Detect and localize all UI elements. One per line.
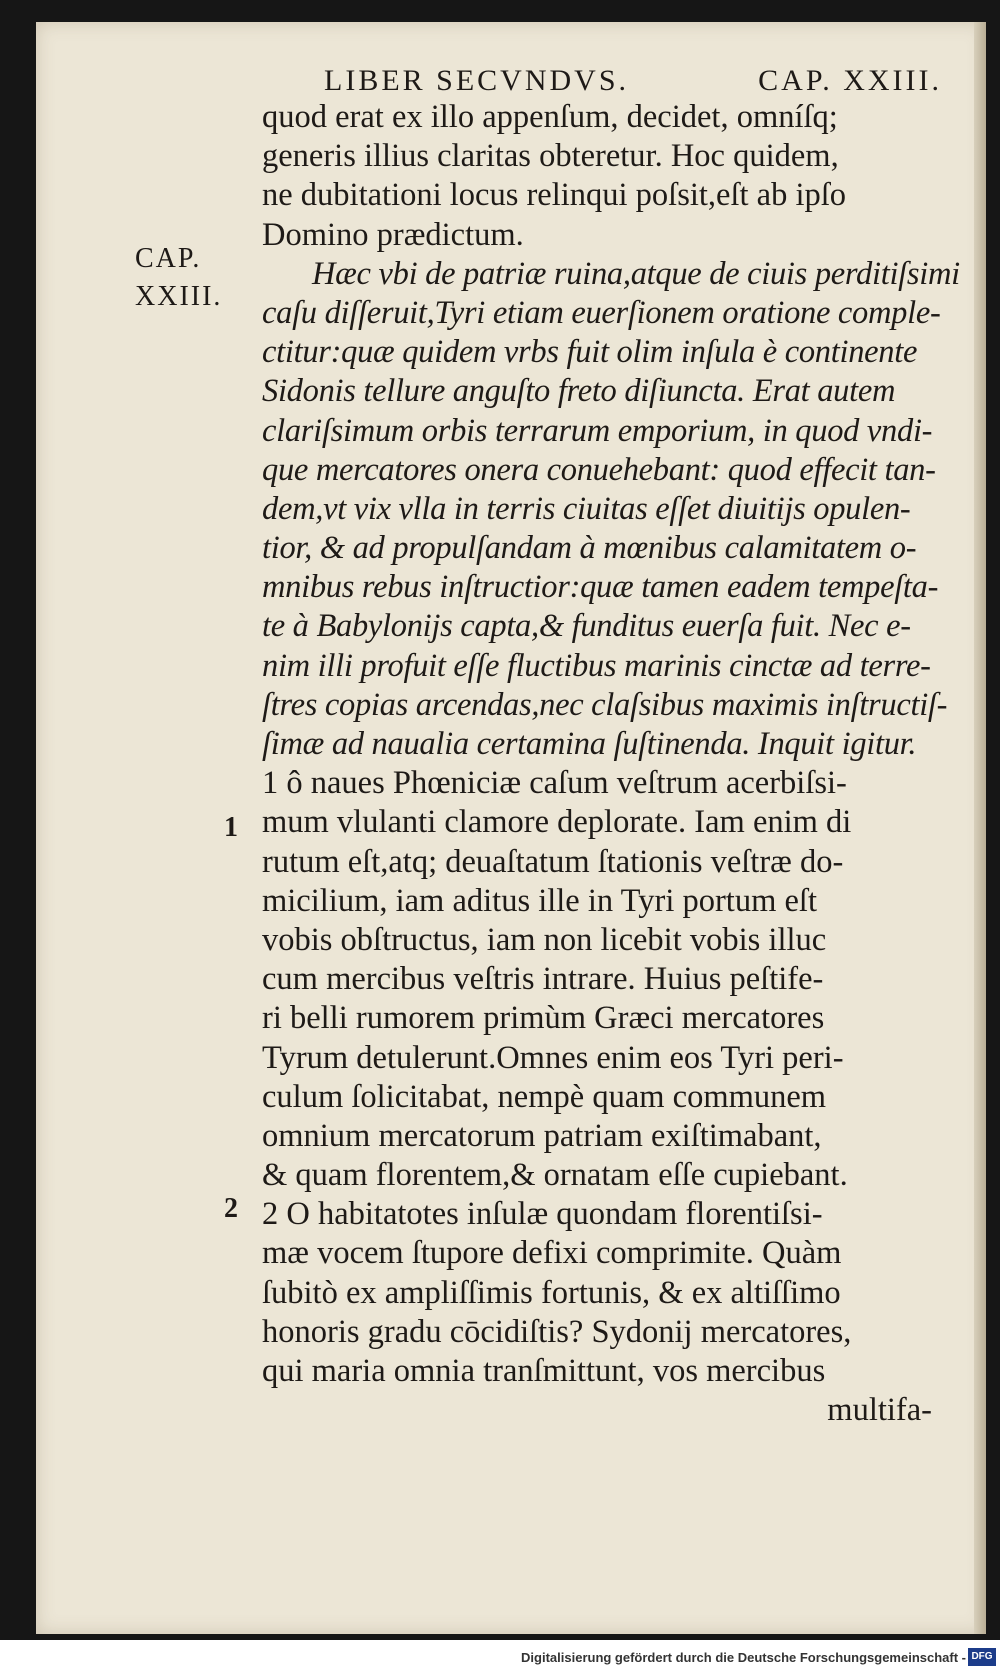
text-line: Domino prædictum. <box>262 216 524 253</box>
text-line: que mercatores onera conuehebant: quod effecit tan- <box>262 451 936 488</box>
text-line: 2 O habitatotes inſulæ quondam florentiſsi- <box>262 1196 823 1233</box>
text-line: ſimæ ad naualia certamina ſuſtinenda. Inquit igitur. <box>262 726 917 762</box>
text-line: multifa- <box>827 1392 932 1429</box>
text-line: dem,vt vix vlla in terris ciuitas eſſet diuitijs opulen- <box>262 490 911 527</box>
running-head <box>262 52 962 98</box>
page-edge <box>974 22 986 1634</box>
text-line: micilium, iam aditus ille in Tyri portum eſt <box>262 882 817 919</box>
text-line: caſu diſſeruit,Tyri etiam euerſionem oratione comple- <box>262 294 941 331</box>
text-line: rutum eſt,atq; deuaſtatum ſtationis veſtræ do- <box>262 843 844 880</box>
text-line: Hæc vbi de patriæ ruina,atque de ciuis perditiſsimi <box>312 255 960 292</box>
text-line: mnibus rebus inſtructior:quæ tamen eadem tempeſta- <box>262 569 939 606</box>
text-line: 1 ô naues Phœniciæ caſum veſtrum acerbiſsi- <box>262 765 847 802</box>
text-line: clariſsimum orbis terrarum emporium, in quod vndi- <box>262 412 933 449</box>
footer-bar <box>0 1640 1000 1676</box>
margin-note-line-2: XXIII. <box>135 281 223 312</box>
text-line: te à Babylonijs capta,& funditus euerſa fuit. Nec e- <box>262 608 911 645</box>
text-line: nim illi profuit eſſe fluctibus marinis cinctæ ad terre- <box>262 647 931 684</box>
margin-note-line-1: CAP. <box>135 243 202 274</box>
text-line: mæ vocem ſtupore defixi comprimite. Quàm <box>262 1235 842 1272</box>
text-line: Sidonis tellure anguſto freto diſiuncta. Erat autem <box>262 373 896 410</box>
footer-credit: Digitalisierung gefördert durch die Deutsche Forschungsgemeinschaft - <box>521 1650 966 1665</box>
text-line: honoris gradu cōcidiſtis? Sydonij mercatores, <box>262 1313 852 1350</box>
margin-note-chapter <box>135 240 245 316</box>
text-line: omnium mercatorum patriam exiſtimabant, <box>262 1117 822 1154</box>
text-line: qui maria omnia tranſmittunt, vos mercibus <box>262 1353 826 1389</box>
text-line: & quam florentem,& ornatam eſſe cupiebant. <box>262 1157 848 1194</box>
text-line: tior, & ad propulſandam à mœnibus calamitatem o- <box>262 530 917 567</box>
text-line: ſtres copias arcendas,nec claſsibus maximis inſtructiſ- <box>262 686 948 723</box>
text-line: ri belli rumorem primùm Græci mercatores <box>262 1000 825 1037</box>
running-head-left: LIBER SECVNDVS. <box>324 64 630 97</box>
text-line: ſubitò ex ampliſſimis fortunis, & ex altiſſimo <box>262 1274 841 1311</box>
text-line: quod erat ex illo appenſum, decidet, omníſq; <box>262 99 838 135</box>
text-line: mum vlulanti clamore deplorate. Iam enim di <box>262 804 852 841</box>
text-block <box>262 52 962 1430</box>
text-line: ne dubitationi locus relinqui poſsit,eſt ab ipſo <box>262 177 847 214</box>
text-line: Tyrum detulerunt.Omnes enim eos Tyri peri- <box>262 1039 844 1076</box>
dfg-logo-icon: DFG <box>968 1648 996 1666</box>
text-line: cum mercibus veſtris intrare. Huius peſtife- <box>262 961 824 998</box>
verse-number-1: 1 <box>224 812 238 843</box>
text-line: culum ſolicitabat, nempè quam communem <box>262 1078 827 1115</box>
verse-number-2: 2 <box>224 1193 238 1224</box>
text-line: vobis obſtructus, iam non licebit vobis illuc <box>262 921 827 958</box>
running-head-right: CAP. XXIII. <box>758 64 942 97</box>
text-line: generis illius claritas obteretur. Hoc quidem, <box>262 138 839 175</box>
text-line: ctitur:quæ quidem vrbs fuit olim inſula è continente <box>262 334 918 371</box>
text-lines <box>262 98 962 1430</box>
